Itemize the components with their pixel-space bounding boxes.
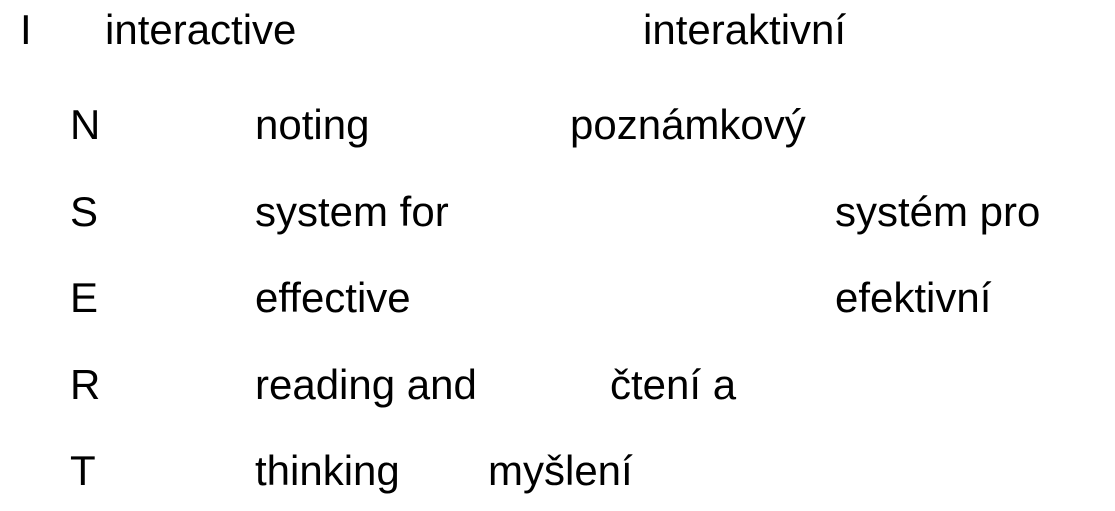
- acronym-row-e: [0, 268, 1115, 328]
- acronym-row-i: [0, 0, 1115, 60]
- czech-term: efektivní: [835, 274, 992, 321]
- acronym-letter: S: [70, 188, 99, 235]
- english-term: noting: [255, 101, 370, 148]
- acronym-letter: I: [20, 6, 32, 53]
- czech-term: poznámkový: [570, 101, 806, 148]
- acronym-row-n: [0, 95, 1115, 155]
- acronym-row-s: [0, 182, 1115, 242]
- acronym-row-t: [0, 441, 1115, 501]
- english-term: thinking: [255, 447, 400, 494]
- czech-term: myšlení: [488, 447, 633, 494]
- acronym-letter: N: [70, 101, 101, 148]
- english-term: effective: [255, 274, 411, 321]
- acronym-letter: T: [70, 447, 96, 494]
- acronym-letter: R: [70, 361, 101, 408]
- czech-term: čtení a: [610, 361, 737, 408]
- czech-term: systém pro: [835, 188, 1041, 235]
- acronym-letter: E: [70, 274, 99, 321]
- english-term: interactive: [105, 6, 297, 53]
- czech-term: interaktivní: [643, 6, 847, 53]
- english-term: system for: [255, 188, 449, 235]
- acronym-row-r: [0, 355, 1115, 415]
- english-term: reading and: [255, 361, 477, 408]
